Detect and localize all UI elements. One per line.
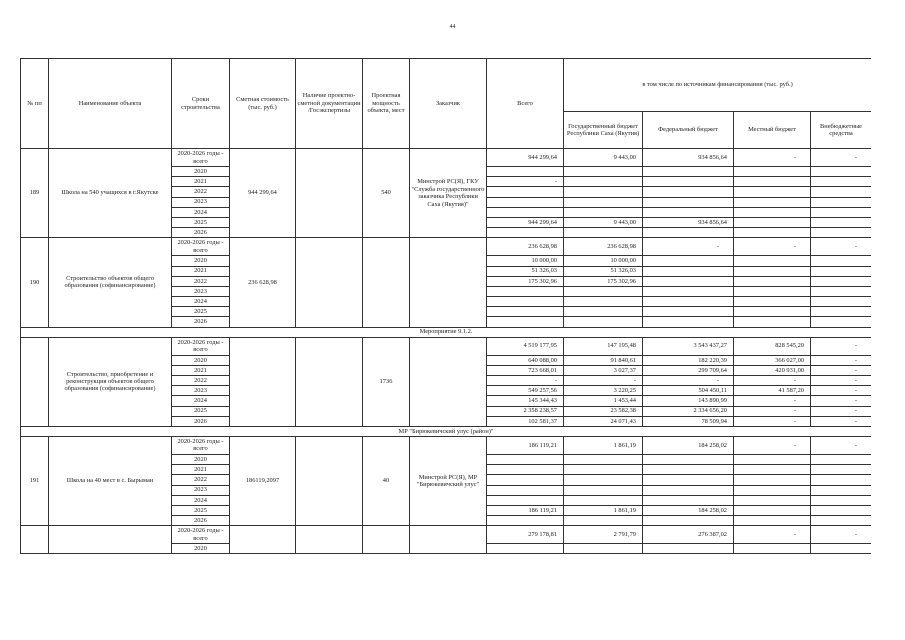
period-cell: 2022	[172, 376, 230, 386]
amount-local: -	[734, 406, 811, 416]
capacity	[363, 238, 410, 327]
amount-extra	[811, 228, 872, 238]
design-docs	[296, 436, 363, 525]
period-cell: 2020-2026 годы - всего	[172, 149, 230, 167]
amount-extra	[811, 465, 872, 475]
period-cell: 2020-2026 годы - всего	[172, 526, 230, 544]
financing-table	[20, 58, 871, 554]
amount-extra: -	[811, 436, 872, 454]
header-period: Сроки строительства	[172, 59, 230, 149]
amount-regional	[564, 286, 643, 296]
period-cell: 2026	[172, 516, 230, 526]
amount-total	[487, 495, 564, 505]
amount-total	[487, 475, 564, 485]
header-total: Всего	[487, 59, 564, 149]
amount-regional	[564, 475, 643, 485]
customer	[410, 526, 487, 554]
amount-extra	[811, 516, 872, 526]
amount-total	[487, 544, 564, 554]
amount-federal: 143 890,99	[643, 396, 734, 406]
amount-regional: 10 000,00	[564, 256, 643, 266]
header-customer: Заказчик	[410, 59, 487, 149]
amount-total: -	[487, 376, 564, 386]
amount-federal	[643, 256, 734, 266]
amount-federal	[643, 544, 734, 554]
amount-regional: 23 582,38	[564, 406, 643, 416]
period-cell: 2026	[172, 416, 230, 426]
amount-federal	[643, 177, 734, 187]
amount-federal	[643, 197, 734, 207]
capacity: 40	[363, 436, 410, 525]
amount-extra: -	[811, 149, 872, 167]
table-row	[21, 436, 872, 454]
amount-extra	[811, 475, 872, 485]
amount-regional	[564, 465, 643, 475]
amount-regional	[564, 544, 643, 554]
design-docs	[296, 337, 363, 426]
amount-local: -	[734, 238, 811, 256]
amount-local	[734, 454, 811, 464]
period-cell: 2020-2026 годы - всего	[172, 238, 230, 256]
estimated-cost	[230, 526, 296, 554]
header-name: Наименование объекта	[49, 59, 172, 149]
period-cell: 2020	[172, 454, 230, 464]
object-name: Строительство объектов общего образования (софинансирование)	[49, 238, 172, 327]
amount-local	[734, 485, 811, 495]
period-cell: 2024	[172, 495, 230, 505]
header-extra: Внебюджетные средства	[811, 112, 872, 149]
amount-total: 236 628,98	[487, 238, 564, 256]
amount-total	[487, 465, 564, 475]
amount-total: 102 581,37	[487, 416, 564, 426]
table-body	[21, 149, 872, 554]
amount-federal	[643, 475, 734, 485]
amount-local	[734, 297, 811, 307]
period-cell: 2023	[172, 197, 230, 207]
amount-local	[734, 266, 811, 276]
amount-total: 944 299,64	[487, 217, 564, 227]
capacity	[363, 526, 410, 554]
amount-total	[487, 167, 564, 177]
amount-extra	[811, 197, 872, 207]
period-cell: 2021	[172, 177, 230, 187]
estimated-cost	[230, 337, 296, 426]
amount-federal	[643, 286, 734, 296]
period-cell: 2020-2026 годы - всего	[172, 337, 230, 355]
amount-local	[734, 167, 811, 177]
amount-extra	[811, 297, 872, 307]
header-regional: Государственный бюджет Республики Саха (Якутия)	[564, 112, 643, 149]
period-cell: 2025	[172, 406, 230, 416]
period-cell: 2020	[172, 167, 230, 177]
object-number: 190	[21, 238, 49, 327]
table-row	[21, 337, 872, 355]
amount-federal: 3 543 437,27	[643, 337, 734, 355]
amount-regional: 175 302,96	[564, 276, 643, 286]
period-cell: 2025	[172, 307, 230, 317]
amount-local	[734, 197, 811, 207]
amount-total	[487, 228, 564, 238]
amount-local	[734, 228, 811, 238]
amount-total	[487, 286, 564, 296]
object-number	[21, 526, 49, 554]
estimated-cost: 944 299,64	[230, 149, 296, 238]
amount-regional	[564, 516, 643, 526]
amount-regional: 3 027,37	[564, 365, 643, 375]
amount-local	[734, 317, 811, 327]
amount-extra	[811, 266, 872, 276]
period-cell: 2025	[172, 217, 230, 227]
amount-local	[734, 276, 811, 286]
amount-total: 186 119,21	[487, 436, 564, 454]
amount-total	[487, 317, 564, 327]
amount-extra: -	[811, 396, 872, 406]
period-cell: 2021	[172, 465, 230, 475]
header-row-1	[21, 59, 872, 112]
amount-total: 51 326,03	[487, 266, 564, 276]
amount-total: 279 178,81	[487, 526, 564, 544]
amount-total: 723 668,01	[487, 365, 564, 375]
amount-local: 420 931,00	[734, 365, 811, 375]
capacity: 540	[363, 149, 410, 238]
section-title: МР "Бирюкевичский улус (район)"	[21, 426, 872, 436]
object-name: Строительство, приобретение и реконструкция объектов общего образования (софинансирование)	[49, 337, 172, 426]
amount-federal	[643, 317, 734, 327]
period-cell: 2020	[172, 544, 230, 554]
period-cell: 2022	[172, 276, 230, 286]
customer	[410, 238, 487, 327]
amount-total: 549 257,56	[487, 386, 564, 396]
section-separator-row	[21, 426, 872, 436]
amount-regional: 1 861,19	[564, 505, 643, 515]
period-cell: 2024	[172, 207, 230, 217]
period-cell: 2023	[172, 386, 230, 396]
amount-federal: 184 258,02	[643, 436, 734, 454]
amount-extra: -	[811, 386, 872, 396]
amount-federal: 276 387,02	[643, 526, 734, 544]
amount-regional: 2 791,79	[564, 526, 643, 544]
amount-total: 944 299,64	[487, 149, 564, 167]
amount-extra: -	[811, 526, 872, 544]
amount-regional	[564, 297, 643, 307]
header-capacity: Проектная мощность объекта, мест	[363, 59, 410, 149]
period-cell: 2024	[172, 297, 230, 307]
period-cell: 2020	[172, 355, 230, 365]
amount-regional: 91 840,61	[564, 355, 643, 365]
section-title: Мероприятие 9.1.2.	[21, 327, 872, 337]
amount-federal: 78 509,94	[643, 416, 734, 426]
design-docs	[296, 238, 363, 327]
period-cell: 2025	[172, 505, 230, 515]
amount-extra	[811, 505, 872, 515]
amount-total: 10 000,00	[487, 256, 564, 266]
amount-local	[734, 544, 811, 554]
amount-local: -	[734, 149, 811, 167]
amount-regional	[564, 454, 643, 464]
amount-extra: -	[811, 238, 872, 256]
amount-local: -	[734, 396, 811, 406]
amount-federal	[643, 207, 734, 217]
amount-regional: 9 443,00	[564, 217, 643, 227]
amount-local	[734, 286, 811, 296]
amount-extra	[811, 307, 872, 317]
amount-local: -	[734, 416, 811, 426]
amount-local	[734, 207, 811, 217]
amount-federal: 184 258,02	[643, 505, 734, 515]
amount-regional	[564, 187, 643, 197]
amount-extra	[811, 276, 872, 286]
amount-federal	[643, 266, 734, 276]
amount-extra	[811, 454, 872, 464]
table-row	[21, 526, 872, 544]
amount-extra	[811, 217, 872, 227]
amount-local: 41 587,20	[734, 386, 811, 396]
capacity: 1736	[363, 337, 410, 426]
period-cell: 2024	[172, 396, 230, 406]
amount-regional: 147 195,48	[564, 337, 643, 355]
amount-federal: 934 856,64	[643, 217, 734, 227]
amount-federal	[643, 516, 734, 526]
amount-local: -	[734, 526, 811, 544]
period-cell: 2022	[172, 475, 230, 485]
table-row	[21, 149, 872, 167]
amount-federal	[643, 228, 734, 238]
amount-regional: 1 861,19	[564, 436, 643, 454]
amount-federal	[643, 187, 734, 197]
period-cell: 2023	[172, 485, 230, 495]
amount-extra	[811, 167, 872, 177]
customer	[410, 337, 487, 426]
amount-extra	[811, 177, 872, 187]
amount-regional	[564, 167, 643, 177]
amount-federal: 299 709,64	[643, 365, 734, 375]
amount-total: 175 302,96	[487, 276, 564, 286]
amount-total	[487, 297, 564, 307]
amount-extra: -	[811, 406, 872, 416]
amount-total: 2 358 238,57	[487, 406, 564, 416]
amount-extra: -	[811, 416, 872, 426]
amount-federal: 182 220,39	[643, 355, 734, 365]
amount-total	[487, 207, 564, 217]
amount-federal	[643, 495, 734, 505]
amount-regional	[564, 307, 643, 317]
amount-regional: -	[564, 376, 643, 386]
amount-extra: -	[811, 376, 872, 386]
header-docs: Наличие проектно-сметной документации /Госэкспертизы	[296, 59, 363, 149]
object-name: Школа на 40 мест в с. Бырыман	[49, 436, 172, 525]
header-federal: Федеральный бюджет	[643, 112, 734, 149]
header-local: Местный бюджет	[734, 112, 811, 149]
amount-local: 828 545,20	[734, 337, 811, 355]
amount-federal	[643, 465, 734, 475]
amount-regional: 24 071,43	[564, 416, 643, 426]
amount-local: -	[734, 436, 811, 454]
estimated-cost: 236 628,98	[230, 238, 296, 327]
amount-regional	[564, 228, 643, 238]
amount-total	[487, 485, 564, 495]
object-number: 191	[21, 436, 49, 525]
amount-federal: 504 450,11	[643, 386, 734, 396]
header-sources-group: в том числе по источникам финансирования (тыс. руб.)	[564, 59, 872, 112]
amount-local	[734, 187, 811, 197]
amount-regional	[564, 495, 643, 505]
amount-local	[734, 217, 811, 227]
amount-total	[487, 454, 564, 464]
table-row	[21, 238, 872, 256]
object-name: Школа на 540 учащихся в г.Якутске	[49, 149, 172, 238]
amount-total: -	[487, 177, 564, 187]
amount-extra	[811, 256, 872, 266]
amount-local	[734, 495, 811, 505]
amount-local	[734, 177, 811, 187]
amount-extra: -	[811, 337, 872, 355]
amount-local	[734, 256, 811, 266]
amount-extra	[811, 485, 872, 495]
customer: Минстрой РС(Я), ГКУ "Служба государственного заказчика Республики Саха (Якутия)"	[410, 149, 487, 238]
amount-total	[487, 516, 564, 526]
period-cell: 2021	[172, 266, 230, 276]
amount-federal	[643, 307, 734, 317]
period-cell: 2022	[172, 187, 230, 197]
amount-federal	[643, 297, 734, 307]
object-number: 189	[21, 149, 49, 238]
estimated-cost: 186119,2097	[230, 436, 296, 525]
period-cell: 2021	[172, 365, 230, 375]
amount-regional	[564, 485, 643, 495]
section-separator-row	[21, 327, 872, 337]
amount-total: 145 344,43	[487, 396, 564, 406]
amount-extra	[811, 317, 872, 327]
period-cell: 2026	[172, 317, 230, 327]
amount-regional: 1 453,44	[564, 396, 643, 406]
amount-total	[487, 187, 564, 197]
amount-extra	[811, 207, 872, 217]
amount-local	[734, 516, 811, 526]
amount-regional: 9 443,00	[564, 149, 643, 167]
amount-extra	[811, 286, 872, 296]
period-cell: 2023	[172, 286, 230, 296]
amount-extra	[811, 544, 872, 554]
amount-regional: 51 326,03	[564, 266, 643, 276]
object-number	[21, 337, 49, 426]
amount-total: 4 519 177,95	[487, 337, 564, 355]
customer: Минстрой РС(Я), МР "Бирюкевичский улус"	[410, 436, 487, 525]
amount-federal: -	[643, 376, 734, 386]
amount-regional	[564, 197, 643, 207]
amount-federal: 2 334 656,20	[643, 406, 734, 416]
amount-federal	[643, 167, 734, 177]
amount-regional: 236 628,98	[564, 238, 643, 256]
amount-local: 366 027,00	[734, 355, 811, 365]
amount-total: 640 088,00	[487, 355, 564, 365]
amount-regional	[564, 317, 643, 327]
financing-table-container	[20, 58, 871, 572]
amount-local	[734, 307, 811, 317]
amount-total	[487, 197, 564, 207]
amount-federal	[643, 454, 734, 464]
header-no: № пп	[21, 59, 49, 149]
amount-extra: -	[811, 365, 872, 375]
amount-local	[734, 475, 811, 485]
amount-local	[734, 465, 811, 475]
period-cell: 2026	[172, 228, 230, 238]
page-number: 44	[449, 24, 456, 30]
object-name	[49, 526, 172, 554]
amount-local	[734, 505, 811, 515]
amount-federal	[643, 276, 734, 286]
amount-regional: 3 220,25	[564, 386, 643, 396]
amount-total: 186 119,21	[487, 505, 564, 515]
amount-federal: -	[643, 238, 734, 256]
amount-extra	[811, 495, 872, 505]
design-docs	[296, 526, 363, 554]
amount-federal: 934 856,64	[643, 149, 734, 167]
amount-extra	[811, 187, 872, 197]
period-cell: 2020-2026 годы - всего	[172, 436, 230, 454]
design-docs	[296, 149, 363, 238]
period-cell: 2020	[172, 256, 230, 266]
header-cost: Сметная стоимость (тыс. руб.)	[230, 59, 296, 149]
amount-regional	[564, 207, 643, 217]
amount-total	[487, 307, 564, 317]
amount-regional	[564, 177, 643, 187]
amount-extra: -	[811, 355, 872, 365]
amount-local: -	[734, 376, 811, 386]
amount-federal	[643, 485, 734, 495]
